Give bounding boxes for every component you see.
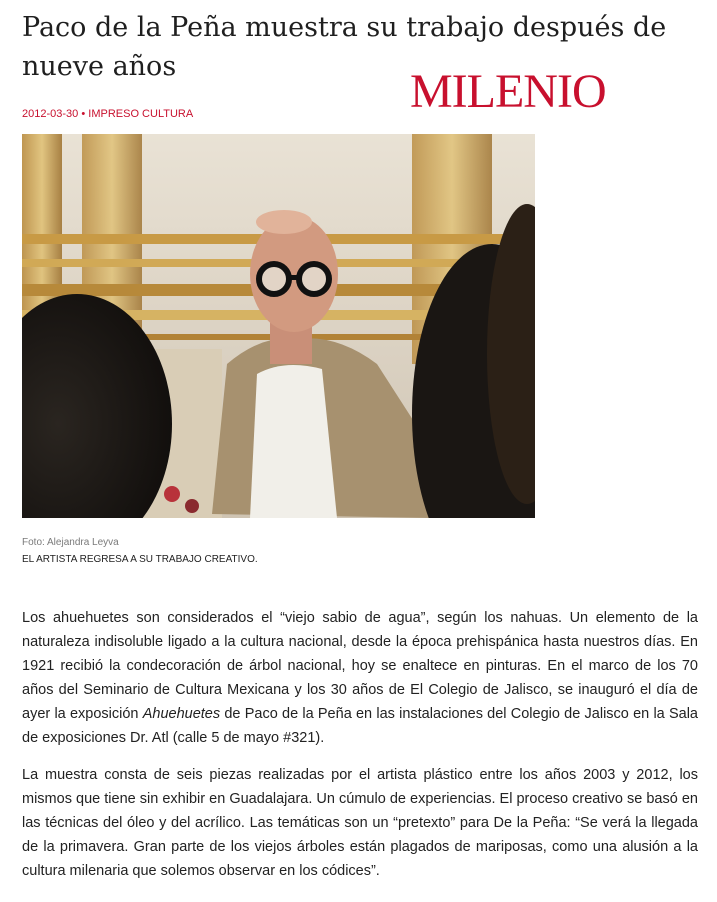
paragraph-1-text-b: de Paco de la Peña en las instalaciones del Colegio de Jalisco en la Sala de exposiciones Dr. Atl (calle 5 de mayo #321). <box>22 706 698 746</box>
photo-caption: EL ARTISTA REGRESA A SU TRABAJO CREATIVO. <box>22 554 258 565</box>
paragraph-1 <box>22 606 698 750</box>
article-body <box>22 606 698 896</box>
article-meta <box>22 107 193 121</box>
article-category[interactable]: IMPRESO CULTURA <box>88 108 194 120</box>
paragraph-2: La muestra consta de seis piezas realizadas por el artista plástico entre los años 2003 y 2012, los mismos que tiene sin exhibir en Guadalajara. Un cúmulo de experiencias. El proceso creativo se basó en las técnicas del óleo y del acrílico. Las temáticas son un “pretexto” para De la Peña: “Se verá la llegada de la primavera. Gran parte de los viejos árboles están plagados de mariposas, como una alusión a la cultura milenaria que solemos observar en los códices”. <box>22 767 698 879</box>
article-date: 2012-03-30 <box>22 108 79 120</box>
milenio-logo[interactable]: MILENIO <box>410 65 606 118</box>
meta-separator: • <box>81 108 86 120</box>
photo-credit: Foto: Alejandra Leyva <box>22 537 119 548</box>
exhibition-title: Ahuehuetes <box>142 706 221 722</box>
article-photo <box>22 134 535 518</box>
paragraph-1-text-a: Los ahuehuetes son considerados el “viejo sabio de agua”, según los nahuas. Un elemento de la naturaleza indisoluble ligado a la cultura nacional, desde la época prehispánica hasta nuestros días. En 1921 recibió la condecoración de árbol nacional, hoy se enaltece en pinturas. En el marco de los 70 años del Seminario de Cultura Mexicana y los 30 años de El Colegio de Jalisco, se inauguró el día de ayer la exposición <box>22 610 698 722</box>
article-title: Paco de la Peña muestra su trabajo después de nueve años <box>22 12 667 82</box>
